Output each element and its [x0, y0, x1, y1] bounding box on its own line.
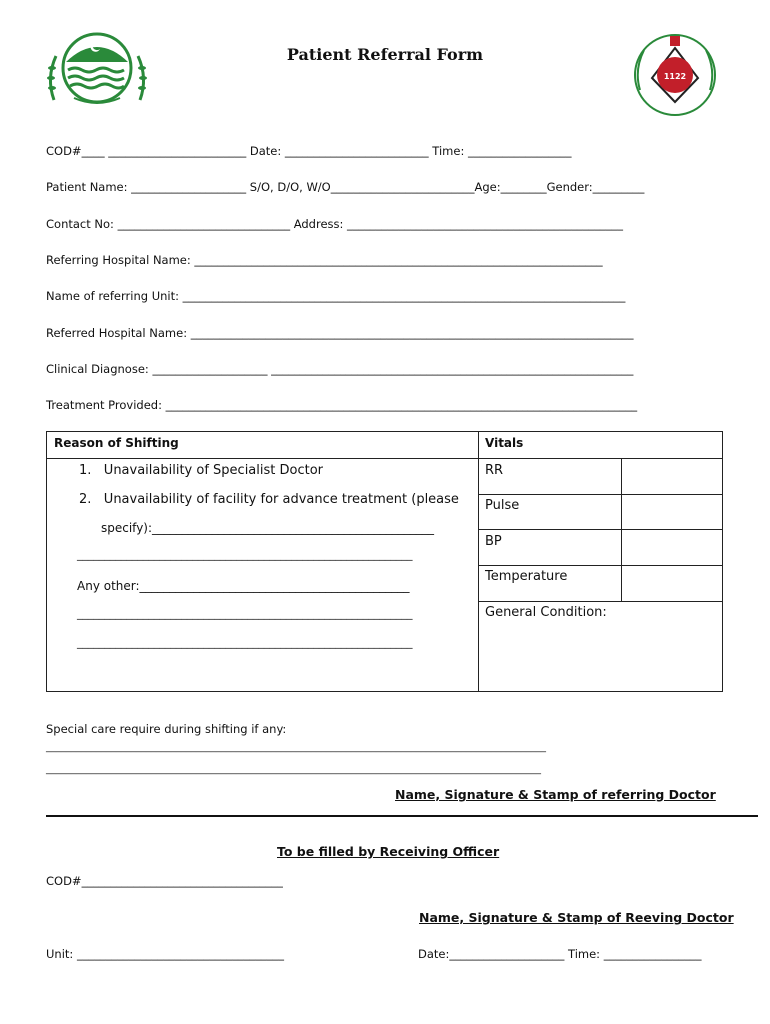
svg-text:1122: 1122 — [663, 72, 687, 81]
treatment-provided-row[interactable]: Treatment Provided: __________________________________________________________________________________ — [46, 398, 638, 412]
special-care-line[interactable]: ___________________________________________________________________________________________________ — [46, 764, 541, 775]
vital-pulse-value[interactable] — [622, 495, 722, 529]
page-title: Patient Referral Form — [286, 45, 484, 64]
reason-line[interactable]: _____________________________________________________________ — [77, 636, 413, 649]
special-care-label: Special care require during shifting if any: — [46, 722, 287, 736]
patient-name-row[interactable]: Patient Name: ____________________ S/O, D/O, W/O_________________________Age:________Gender:_________ — [46, 180, 645, 194]
referring-unit-row[interactable]: Name of referring Unit: _____________________________________________________________________________ — [46, 289, 626, 303]
reason-facility[interactable]: 2. Unavailability of facility for advance treatment (please — [79, 492, 459, 507]
contact-address-row[interactable]: Contact No: ______________________________ Address: ________________________________________________ — [46, 217, 624, 231]
vital-rr-label: RR — [485, 463, 504, 478]
rescue-logo — [630, 30, 720, 116]
vital-bp-label: BP — [485, 534, 502, 549]
referring-doctor-signature: Name, Signature & Stamp of referring Doctor — [395, 787, 716, 802]
receiving-officer-heading: To be filled by Receiving Officer — [277, 844, 500, 859]
special-care-line[interactable]: ____________________________________________________________________________________________________ — [46, 742, 546, 753]
reason-vitals-table — [46, 431, 723, 692]
vital-temperature-label: Temperature — [485, 569, 568, 584]
vital-temperature-value[interactable] — [622, 566, 722, 601]
reason-header: Reason of Shifting — [54, 436, 179, 450]
cod-date-time-row[interactable]: COD#____ ________________________ Date: _________________________ Time: __________________ — [46, 144, 572, 158]
reason-specify[interactable]: specify):_______________________________________________ — [101, 521, 435, 535]
vital-bp-value[interactable] — [622, 530, 722, 565]
vital-pulse-label: Pulse — [485, 498, 520, 513]
referred-hospital-row[interactable]: Referred Hospital Name: _____________________________________________________________________________ — [46, 326, 634, 340]
reason-specialist[interactable]: 1. Unavailability of Specialist Doctor — [79, 463, 324, 478]
receiving-unit-field[interactable]: Unit: ____________________________________ — [46, 947, 284, 961]
general-condition-label[interactable]: General Condition: — [485, 605, 607, 620]
punjab-logo — [44, 28, 150, 112]
receiving-cod-field[interactable]: COD#___________________________________ — [46, 874, 283, 888]
reason-line[interactable]: _____________________________________________________________ — [77, 607, 413, 620]
receiving-doctor-signature: Name, Signature & Stamp of Reeving Doctor — [419, 910, 734, 925]
section-divider — [46, 815, 758, 817]
vital-rr-value[interactable] — [622, 459, 722, 494]
reason-any-other[interactable]: Any other:_____________________________________________ — [77, 579, 410, 593]
receiving-date-time-field[interactable]: Date:____________________ Time: _________________ — [418, 947, 702, 961]
reason-line[interactable]: _____________________________________________________________ — [77, 548, 413, 561]
vitals-header: Vitals — [485, 436, 524, 450]
clinical-diagnose-row[interactable]: Clinical Diagnose: ____________________ _______________________________________________________________ — [46, 362, 634, 376]
referring-hospital-row[interactable]: Referring Hospital Name: _______________________________________________________________________ — [46, 253, 603, 267]
